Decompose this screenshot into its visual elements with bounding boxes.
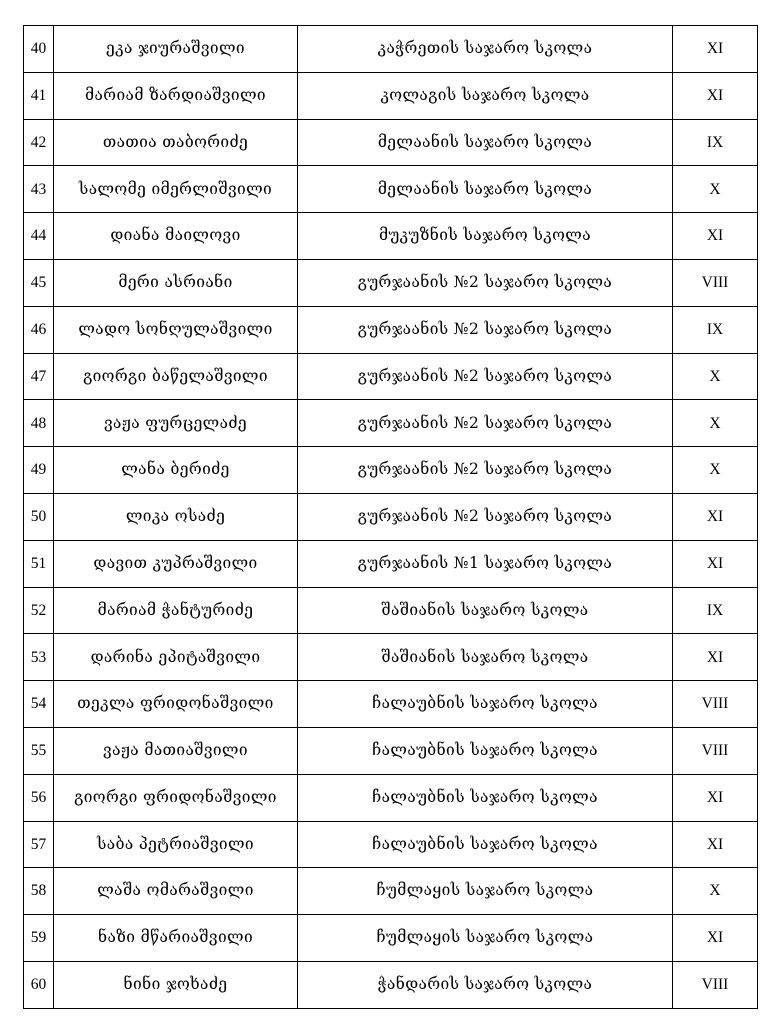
grade-level: XI (673, 26, 758, 73)
table-row (24, 681, 758, 728)
row-number: 60 (24, 961, 54, 1008)
school-name: შაშიანის საჯარო სკოლა (298, 634, 673, 681)
student-name: გიორგი ბაწელაშვილი (54, 353, 298, 400)
row-number: 47 (24, 353, 54, 400)
school-name: გურჯაანის №2 საჯარო სკოლა (298, 353, 673, 400)
row-number: 43 (24, 166, 54, 213)
student-name: თათია თაბორიძე (54, 119, 298, 166)
table-row (24, 119, 758, 166)
grade-level: X (673, 353, 758, 400)
table-row (24, 353, 758, 400)
roster-body (24, 26, 758, 1009)
grade-level: VIII (673, 961, 758, 1008)
school-name: გურჯაანის №2 საჯარო სკოლა (298, 259, 673, 306)
table-row (24, 540, 758, 587)
row-number: 40 (24, 26, 54, 73)
table-row (24, 868, 758, 915)
row-number: 54 (24, 681, 54, 728)
table-row (24, 821, 758, 868)
table-row (24, 727, 758, 774)
student-name: გიორგი ფრიდონაშვილი (54, 774, 298, 821)
table-row (24, 166, 758, 213)
grade-level: XI (673, 915, 758, 962)
school-name: ჩალაუბნის საჯარო სკოლა (298, 681, 673, 728)
table-row (24, 634, 758, 681)
student-name: ნინი ჯოხაძე (54, 961, 298, 1008)
grade-level: VIII (673, 727, 758, 774)
student-name: ლაშა ომარაშვილი (54, 868, 298, 915)
row-number: 41 (24, 72, 54, 119)
grade-level: X (673, 166, 758, 213)
row-number: 42 (24, 119, 54, 166)
table-row (24, 72, 758, 119)
student-name: ეკა ჯიურაშვილი (54, 26, 298, 73)
student-name: საბა პეტრიაშვილი (54, 821, 298, 868)
row-number: 48 (24, 400, 54, 447)
grade-level: X (673, 447, 758, 494)
student-name: დიანა მაილოვი (54, 213, 298, 260)
table-row (24, 587, 758, 634)
school-name: გურჯაანის №2 საჯარო სკოლა (298, 447, 673, 494)
grade-level: XI (673, 493, 758, 540)
school-name: მუკუზნის საჯარო სკოლა (298, 213, 673, 260)
school-name: გურჯაანის №2 საჯარო სკოლა (298, 493, 673, 540)
school-name: ჩალაუბნის საჯარო სკოლა (298, 774, 673, 821)
grade-level: VIII (673, 259, 758, 306)
school-name: გურჯაანის №2 საჯარო სკოლა (298, 306, 673, 353)
table-row (24, 306, 758, 353)
grade-level: IX (673, 119, 758, 166)
student-name: მარიამ ჭანტურიძე (54, 587, 298, 634)
student-name: სალომე იმერლიშვილი (54, 166, 298, 213)
row-number: 57 (24, 821, 54, 868)
school-name: მელაანის საჯარო სკოლა (298, 119, 673, 166)
student-roster-table (23, 25, 758, 1009)
table-row (24, 961, 758, 1008)
grade-level: XI (673, 72, 758, 119)
grade-level: XI (673, 774, 758, 821)
table-row (24, 213, 758, 260)
school-name: გურჯაანის №1 საჯარო სკოლა (298, 540, 673, 587)
school-name: კოლაგის საჯარო სკოლა (298, 72, 673, 119)
student-name: ლიკა ოსაძე (54, 493, 298, 540)
row-number: 44 (24, 213, 54, 260)
school-name: გურჯაანის №2 საჯარო სკოლა (298, 400, 673, 447)
student-name: დარინა ეპიტაშვილი (54, 634, 298, 681)
grade-level: X (673, 400, 758, 447)
row-number: 45 (24, 259, 54, 306)
school-name: შაშიანის საჯარო სკოლა (298, 587, 673, 634)
school-name: კაჭრეთის საჯარო სკოლა (298, 26, 673, 73)
school-name: მელაანის საჯარო სკოლა (298, 166, 673, 213)
grade-level: IX (673, 306, 758, 353)
school-name: ჩუმლაყის საჯარო სკოლა (298, 868, 673, 915)
row-number: 49 (24, 447, 54, 494)
row-number: 59 (24, 915, 54, 962)
table-row (24, 447, 758, 494)
grade-level: XI (673, 540, 758, 587)
grade-level: XI (673, 821, 758, 868)
table-row (24, 26, 758, 73)
row-number: 53 (24, 634, 54, 681)
table-row (24, 774, 758, 821)
table-row (24, 400, 758, 447)
grade-level: VIII (673, 681, 758, 728)
student-name: თეკლა ფრიდონაშვილი (54, 681, 298, 728)
table-row (24, 915, 758, 962)
table-row (24, 259, 758, 306)
row-number: 46 (24, 306, 54, 353)
row-number: 55 (24, 727, 54, 774)
student-name: ვაჟა მათიაშვილი (54, 727, 298, 774)
table-row (24, 493, 758, 540)
school-name: ჩალაუბნის საჯარო სკოლა (298, 821, 673, 868)
student-name: ლადო სონღულაშვილი (54, 306, 298, 353)
student-name: დავით კუპრაშვილი (54, 540, 298, 587)
row-number: 58 (24, 868, 54, 915)
student-name: მერი ასრიანი (54, 259, 298, 306)
row-number: 52 (24, 587, 54, 634)
row-number: 51 (24, 540, 54, 587)
grade-level: X (673, 868, 758, 915)
grade-level: XI (673, 213, 758, 260)
row-number: 50 (24, 493, 54, 540)
school-name: ჭანდარის საჯარო სკოლა (298, 961, 673, 1008)
row-number: 56 (24, 774, 54, 821)
school-name: ჩალაუბნის საჯარო სკოლა (298, 727, 673, 774)
grade-level: XI (673, 634, 758, 681)
grade-level: IX (673, 587, 758, 634)
student-name: ვაჟა ფურცელაძე (54, 400, 298, 447)
student-name: მარიამ ზარდიაშვილი (54, 72, 298, 119)
student-name: ნაზი მწარიაშვილი (54, 915, 298, 962)
student-name: ლანა ბერიძე (54, 447, 298, 494)
school-name: ჩუმლაყის საჯარო სკოლა (298, 915, 673, 962)
